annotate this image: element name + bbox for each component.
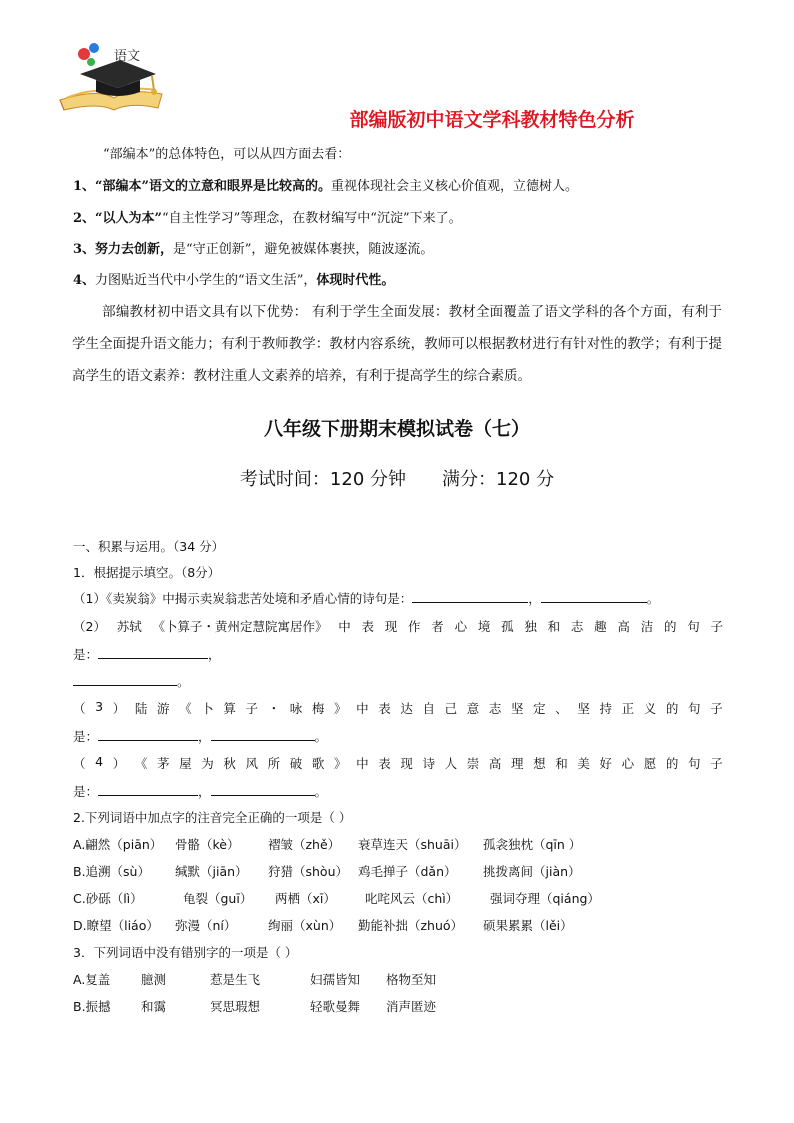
q1-sub3-char: 卜 [201, 701, 214, 716]
q1-sub4-char: 愿 [643, 756, 657, 771]
q1-sub4-char: 和 [555, 756, 568, 771]
option-term: 冥思瑕想 [210, 999, 261, 1014]
answer-blank[interactable] [541, 590, 647, 603]
q1-sub3-char: 自 [422, 701, 435, 716]
exam-meta [0, 465, 794, 491]
q1-sub4-char: 为 [201, 756, 214, 771]
option-term: 两栖（xī） [275, 891, 336, 906]
q1-sub4-char: 屋 [179, 756, 192, 771]
q1-sub2-char: 苏轼 [116, 619, 142, 634]
q1-sub3-char: 的 [665, 701, 679, 716]
exam-time: 考试时间：120 分钟 [239, 469, 406, 490]
q1-sub3-char: ） [112, 701, 126, 716]
q1-sub2-char: 的 [663, 619, 677, 634]
q1-sub3-char: （ [73, 701, 86, 716]
option-term: 缄默（jiān） [175, 864, 248, 879]
q1-sub3-char: 句 [687, 701, 701, 716]
option-term: 骨骼（kè） [175, 837, 240, 852]
q1-sub3-char: 志 [488, 701, 502, 716]
q1-sub3-char: 《 [179, 701, 192, 716]
logo-label: 语文 [114, 49, 141, 64]
q1-sub4-char: 想 [533, 756, 546, 771]
is-label: 是： [73, 729, 99, 744]
option-term: 硕果累累（lěi） [483, 918, 573, 933]
q1-sub3-char: 定 [533, 701, 546, 716]
answer-blank[interactable] [98, 646, 208, 659]
q1-stem: 1．根据提示填空。（8分） [73, 565, 221, 580]
q1-sub3-char: 意 [466, 701, 480, 716]
q1-sub4-char: （ [73, 756, 86, 771]
q1-sub2-line [73, 617, 723, 635]
q1-sub3-answer [73, 727, 327, 745]
option-term: 孤衾独枕（qīn ） [483, 837, 582, 852]
option-term: 褶皱（zhě） [268, 837, 341, 852]
q1-sub2-char: 心 [454, 619, 468, 634]
option-term: 妇孺皆知 [310, 972, 361, 987]
q1-sub2-char: 境 [477, 619, 491, 634]
comma: ， [198, 729, 211, 744]
q1-sub4-char: 》 [333, 756, 347, 771]
option-term: 臆测 [141, 972, 167, 987]
option-term: D.瞭望（liáo） [73, 918, 159, 933]
q1-sub3-char: 3 [95, 699, 104, 714]
q1-sub4-char: 破 [289, 756, 303, 771]
q1-sub4-char: 4 [95, 754, 104, 769]
point-1 [73, 180, 578, 193]
option-term: 勤能补拙（zhuó） [358, 918, 464, 933]
answer-blank[interactable] [98, 728, 198, 741]
point-1-bold: 1、“部编本”语文的立意和眼界是比较高的。 [73, 179, 332, 194]
point-1-rest: 重视体现社会主义核心价值观，立德树人。 [331, 179, 579, 194]
q1-sub3-char: 表 [378, 701, 391, 716]
q1-sub4-char: 秋 [223, 756, 236, 771]
answer-blank[interactable] [98, 783, 198, 796]
q1-sub4-char: 表 [378, 756, 391, 771]
q1-sub4-char: 风 [245, 756, 258, 771]
option-term: B.振撼 [73, 999, 111, 1014]
q1-sub1 [73, 589, 659, 607]
point-2 [73, 212, 462, 225]
section-heading: 一、积累与运用。（34 分） [73, 539, 225, 554]
period: 。 [314, 784, 328, 799]
exam-score: 满分：120 分 [442, 469, 555, 490]
q1-sub3-line [73, 699, 723, 717]
q1-sub3-char: 持 [599, 701, 612, 716]
point-2-bold: 2、“以人为本” [73, 211, 163, 226]
option-term: 叱咤风云（chì） [365, 891, 459, 906]
point-4-bold: 4、 [73, 273, 96, 288]
q1-sub2-char: 子 [710, 619, 723, 634]
q1-sub4-char: 茅 [156, 756, 170, 771]
q1-sub2-char: 志 [570, 619, 584, 634]
answer-blank[interactable] [73, 673, 177, 686]
comma: ， [208, 647, 221, 662]
option-term: C.砂砾（lì） [73, 891, 143, 906]
q1-sub2-char: 者 [431, 619, 444, 634]
q1-sub4-char: 崇 [466, 756, 480, 771]
q1-sub3-char: 游 [156, 701, 170, 716]
option-term: 格物至知 [386, 972, 437, 987]
option-term: 弥漫（ní） [175, 918, 237, 933]
option-term: 鸡毛掸子（dǎn） [358, 864, 457, 879]
q1-sub4-char: 中 [356, 756, 369, 771]
q1-sub4-char: 理 [510, 756, 524, 771]
option-term: 狩猎（shòu） [268, 864, 349, 879]
q1-sub4-char: 现 [400, 756, 413, 771]
q1-sub4-char: 诗 [422, 756, 435, 771]
q1-sub3-char: 算 [223, 701, 236, 716]
option-term: 龟裂（guī） [183, 891, 253, 906]
q1-sub2-char: 《卜算子・黄州定慧院寓居作》 [152, 619, 328, 634]
point-3-rest: 是“守正创新”，避免被媒体裹挟，随波逐流。 [173, 242, 434, 257]
option-term: 惹是生飞 [210, 972, 261, 987]
q2-stem: 2.下列词语中加点字的注音完全正确的一项是（ ） [73, 810, 352, 825]
q1-sub2-char: 表 [361, 619, 375, 634]
q1-sub4-char: 句 [687, 756, 701, 771]
answer-blank[interactable] [412, 590, 528, 603]
q1-sub4-char: ） [112, 756, 126, 771]
q1-sub2-answer [73, 645, 221, 663]
q1-sub4-char: 心 [621, 756, 635, 771]
q1-sub3-char: 梅 [311, 701, 325, 716]
q1-sub3-char: 中 [356, 701, 369, 716]
option-term: A.复盖 [73, 972, 111, 987]
point-3-bold: 3、努力去创新， [73, 242, 174, 257]
comma: ， [528, 591, 541, 606]
q1-sub3-char: 》 [333, 701, 347, 716]
q1-sub3-char: 正 [621, 701, 635, 716]
q1-sub2-char: 高 [617, 619, 630, 634]
q1-sub3-char: 己 [444, 701, 458, 716]
q1-sub4-answer [73, 782, 327, 800]
is-label: 是： [73, 647, 99, 662]
period: 。 [646, 591, 660, 606]
option-term: 衰草连天（shuāi） [358, 837, 467, 852]
advantages-text: 部编教材初中语文具有以下优势： 有利于学生全面发展：教材全面覆盖了语文学科的各个方面，有利于学生全面提升语文能力；有利于教师教学：教材内容系统，教师可以根据教材进行有针对性的教学；有利于提高学生的语文素养：教材注重人文素养的培养，有利于提高学生的综合素质。 [72, 304, 722, 384]
option-term: A.翩然（piān） [73, 837, 163, 852]
q1-sub2-char: 中 [338, 619, 351, 634]
answer-blank[interactable] [211, 728, 315, 741]
q1-sub4-line [73, 754, 723, 772]
logo [58, 38, 168, 112]
q1-sub3-char: 子 [245, 701, 258, 716]
q1-sub3-char: 达 [400, 701, 413, 716]
point-4-bold2: 体现时代性。 [316, 273, 395, 288]
advantages-paragraph [72, 296, 722, 392]
q1-sub2-char: 作 [408, 619, 421, 634]
q1-sub1-text: （1）《卖炭翁》中揭示卖炭翁悲苦处境和矛盾心情的诗句是： [73, 591, 413, 606]
q1-sub2-char: 趣 [594, 619, 607, 634]
exam-title: 八年级下册期末模拟试卷（七） [263, 418, 530, 440]
q1-sub4-char: 《 [134, 756, 148, 771]
q3-stem: 3．下列词语中没有错别字的一项是（ ） [73, 945, 298, 960]
period: 。 [177, 674, 190, 689]
point-4 [73, 274, 394, 287]
option-term: 绚丽（xùn） [268, 918, 342, 933]
point-4-rest: 力图贴近当代中小学生的“语文生活”， [95, 273, 317, 288]
q1-sub2-char: 洁 [640, 619, 654, 634]
q1-sub2-char: （2） [73, 619, 106, 634]
q1-sub3-char: ・ [267, 701, 281, 716]
q1-sub3-char: 义 [643, 701, 657, 716]
q1-sub2-char: 独 [524, 619, 537, 634]
q1-sub3-char: 、 [555, 701, 568, 716]
option-term: B.追溯（sù） [73, 864, 150, 879]
option-term: 和霭 [141, 999, 167, 1014]
option-term: 强词夺理（qiáng） [490, 891, 600, 906]
q1-sub3-char: 坚 [510, 701, 524, 716]
q1-sub2-char: 孤 [501, 619, 514, 634]
intro-lead: “部编本”的总体特色，可以从四方面去看： [103, 147, 351, 162]
q1-sub2-char: 句 [687, 619, 700, 634]
q1-sub3-char: 陆 [134, 701, 148, 716]
q1-sub2-char: 和 [547, 619, 561, 634]
q1-sub4-char: 的 [665, 756, 679, 771]
q1-sub4-char: 所 [267, 756, 281, 771]
is-label: 是： [73, 784, 99, 799]
comma: ， [198, 784, 211, 799]
q1-sub4-char: 子 [710, 756, 723, 771]
period: 。 [314, 729, 328, 744]
q1-sub3-char: 咏 [289, 701, 303, 716]
q1-sub4-char: 高 [488, 756, 502, 771]
intro-title: 部编版初中语文学科教材特色分析 [349, 109, 635, 131]
q1-sub3-char: 子 [710, 701, 723, 716]
q1-sub4-char: 好 [599, 756, 612, 771]
answer-blank[interactable] [211, 783, 315, 796]
option-term: 挑拨离间（jiàn） [483, 864, 581, 879]
option-term: 轻歌曼舞 [310, 999, 361, 1014]
point-2-rest: “自主性学习”等理念，在教材编写中“沉淀”下来了。 [162, 211, 462, 226]
graduation-cap-book-icon [58, 38, 168, 112]
point-3 [73, 243, 433, 256]
option-term: 消声匿迹 [386, 999, 437, 1014]
q1-sub2-char: 现 [384, 619, 398, 634]
q1-sub4-char: 人 [444, 756, 458, 771]
q1-sub4-char: 歌 [311, 756, 325, 771]
q1-sub4-char: 美 [577, 756, 590, 771]
q1-sub2-answer2 [73, 672, 190, 690]
q1-sub3-char: 坚 [577, 701, 590, 716]
